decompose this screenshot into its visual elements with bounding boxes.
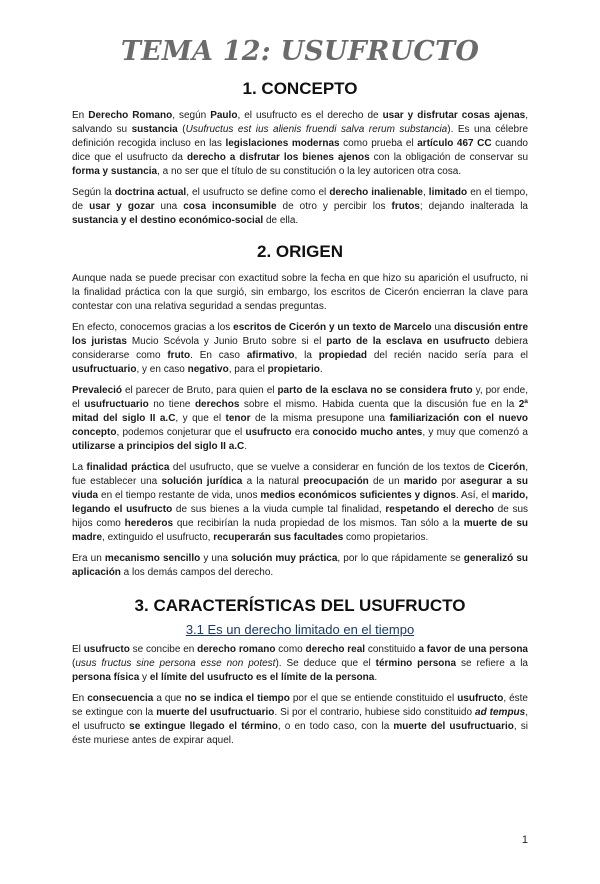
text-run-bold: usufructo bbox=[83, 644, 130, 655]
text-run-bold: sustancia bbox=[131, 124, 178, 135]
text-run-bold: fruto bbox=[167, 350, 191, 361]
text-run: La bbox=[72, 462, 87, 473]
text-run: se refiere a la bbox=[456, 658, 528, 669]
text-run-bold: marido, legando el usufructo bbox=[72, 490, 528, 515]
text-run-bold: asegurar a su viuda bbox=[72, 476, 528, 501]
text-run: , fue establecer una bbox=[72, 462, 529, 487]
text-run: de sus bienes a la viuda cumple tal finalidad, bbox=[172, 504, 386, 515]
text-run-bold: Cicerón bbox=[488, 462, 526, 473]
text-run: como propietarios. bbox=[343, 532, 429, 543]
text-run: por el que se entiende constituido el bbox=[289, 693, 458, 704]
text-run: y, por ende, el bbox=[72, 385, 528, 410]
text-run-italic: Usufructus est ius alienis fruendi salva rerum substancia bbox=[185, 124, 448, 135]
text-run: en el tiempo, de bbox=[72, 187, 528, 212]
text-run: y bbox=[139, 672, 150, 683]
text-run-bold: Paulo bbox=[210, 110, 238, 121]
text-run-bold: doctrina actual bbox=[114, 187, 187, 198]
text-run: , salvando su bbox=[72, 110, 528, 135]
text-run-italic: usus fructus sine persona esse non potest bbox=[75, 658, 276, 669]
text-run-bold: Prevaleció bbox=[72, 385, 123, 396]
text-run-bold: muerte del usufructuario bbox=[393, 721, 514, 732]
text-run-bold: tenor bbox=[225, 413, 251, 424]
text-run-bold: cosa inconsumible bbox=[183, 201, 277, 212]
text-run-bold: afirmativo bbox=[246, 350, 295, 361]
text-run-bold: propiedad bbox=[318, 350, 368, 361]
paragraph bbox=[72, 461, 528, 545]
text-run-bold: marido bbox=[403, 476, 438, 487]
text-run-bold: derecho real bbox=[305, 644, 366, 655]
text-run: En efecto, conocemos gracias a los bbox=[72, 322, 234, 333]
text-run: a que bbox=[153, 693, 185, 704]
text-run: , por lo que rápidamente se bbox=[337, 553, 464, 564]
text-run-bold: derecho a disfrutar los bienes ajenos bbox=[186, 152, 370, 163]
text-run: debiera considerarse como bbox=[72, 336, 528, 361]
text-run: a los demás campos del derecho. bbox=[120, 567, 274, 578]
page-number: 1 bbox=[521, 834, 528, 846]
document-title: TEMA 12: USUFRUCTO bbox=[120, 36, 480, 67]
text-run-bold: recuperarán sus facultades bbox=[213, 532, 344, 543]
paragraph bbox=[72, 109, 528, 179]
text-run: Según la bbox=[72, 187, 115, 198]
text-run-bold: negativo bbox=[187, 364, 229, 375]
text-run: , según bbox=[172, 110, 211, 121]
text-run: Mucio Scévola y Junio Bruto sobre si el bbox=[126, 336, 327, 347]
text-run: , o en todo caso, con la bbox=[277, 721, 394, 732]
text-run-bold: discusión entre los juristas bbox=[72, 322, 529, 347]
text-run-bold: usufructuario bbox=[84, 399, 149, 410]
text-run: y una bbox=[200, 553, 232, 564]
text-run: una bbox=[431, 322, 455, 333]
text-run-bold: conocido mucho antes bbox=[312, 427, 423, 438]
text-run: no tiene bbox=[148, 399, 195, 410]
text-run: como prueba el bbox=[339, 138, 418, 149]
text-run: a la natural bbox=[242, 476, 304, 487]
text-run: En bbox=[72, 693, 88, 704]
text-run: En bbox=[72, 110, 89, 121]
text-run: el parecer de Bruto, para quien el bbox=[122, 385, 278, 396]
text-run-bold: forma y sustancia bbox=[72, 166, 158, 177]
text-run-bold: frutos bbox=[391, 201, 420, 212]
text-run-bold: derecho inalienable bbox=[329, 187, 423, 198]
text-run-bold: herederos bbox=[124, 518, 174, 529]
text-run: , a no ser que el título de su constitución o la ley autoricen otra cosa. bbox=[157, 166, 462, 177]
text-run-bold: muerte de su madre bbox=[72, 518, 529, 543]
text-run-bold: escritos de Cicerón y un texto de Marcelo bbox=[233, 322, 432, 333]
text-run: de sus hijos como bbox=[72, 504, 529, 529]
text-run-bold: usar y gozar bbox=[89, 201, 155, 212]
text-run: Era un bbox=[72, 553, 105, 564]
text-run-bold: legislaciones modernas bbox=[225, 138, 340, 149]
paragraph bbox=[72, 272, 528, 314]
text-run: ). Es una célebre definición recogida incluso en las bbox=[72, 124, 529, 149]
text-run-bold: medios económicos suficientes y dignos bbox=[260, 490, 456, 501]
text-run: , y muy que comenzó a bbox=[422, 427, 528, 438]
text-run-bold: persona física bbox=[72, 672, 140, 683]
text-run: ). Se deduce que el bbox=[275, 658, 376, 669]
text-run: por bbox=[437, 476, 461, 487]
text-run-bold: finalidad práctica bbox=[86, 462, 170, 473]
text-run-bold: usufructuario bbox=[72, 364, 137, 375]
text-run: , si éste muriese antes de expirar aquel. bbox=[72, 721, 528, 746]
text-run: que recibirían la nuda propiedad de los mismos. Tan sólo a la bbox=[173, 518, 464, 529]
text-run: constituido bbox=[365, 644, 419, 655]
text-run: , la bbox=[294, 350, 319, 361]
text-run: en el tiempo restante de vida, unos bbox=[98, 490, 261, 501]
text-run-bold-italic: ad tempus bbox=[475, 707, 526, 718]
text-run: , el usufructo se define como el bbox=[186, 187, 330, 198]
text-run-bold: usar y disfrutar cosas ajenas bbox=[382, 110, 526, 121]
text-run-bold: se extingue llegado el término bbox=[129, 721, 278, 732]
text-run-bold: familiarización con el nuevo concepto bbox=[72, 413, 528, 438]
text-run: del usufructo, que se vuelve a considerar en función de los textos de bbox=[169, 462, 488, 473]
paragraph bbox=[72, 321, 528, 377]
text-run: ( bbox=[177, 124, 186, 135]
text-run-bold: parto de la esclava en usufructo bbox=[326, 336, 490, 347]
text-run: , el usufructo es el derecho de bbox=[237, 110, 383, 121]
text-run: , éste se extingue con la bbox=[72, 693, 528, 718]
section-heading-caracteristicas: 3. CARACTERÍSTICAS DEL USUFRUCTO bbox=[134, 596, 466, 615]
text-run-bold: preocupación bbox=[303, 476, 369, 487]
section-heading-concepto: 1. CONCEPTO bbox=[242, 79, 358, 98]
text-run: como bbox=[275, 644, 306, 655]
text-run-bold: solución jurídica bbox=[161, 476, 243, 487]
text-run-bold: usufructo bbox=[457, 693, 504, 704]
text-run: , podemos conjeturar que el bbox=[116, 427, 246, 438]
document-page bbox=[0, 36, 600, 884]
text-run: , extinguido el usufructo, bbox=[102, 532, 214, 543]
text-run: ( bbox=[72, 658, 76, 669]
text-run-bold: Derecho Romano bbox=[88, 110, 173, 121]
paragraph bbox=[72, 552, 528, 580]
text-run-bold: consecuencia bbox=[87, 693, 154, 704]
text-run-bold: sustancia y el destino económico-social bbox=[72, 215, 264, 226]
paragraph bbox=[72, 692, 528, 748]
text-run-bold: propietario bbox=[267, 364, 320, 375]
text-run: era bbox=[291, 427, 313, 438]
text-run-bold: no se indica el tiempo bbox=[184, 693, 290, 704]
text-run: , el usufructo bbox=[72, 707, 529, 732]
text-run-bold: muerte del usufructuario bbox=[156, 707, 275, 718]
text-run-bold: generalizó su aplicación bbox=[72, 553, 529, 578]
text-run: de un bbox=[368, 476, 404, 487]
text-run: Aunque nada se puede precisar con exactitud sobre la fecha en que hizo su aparición el usufructo, ni la finalidad práctica con la que surgió, sin embargo, los escritos de Cicerón encierran la clave para contestar con una relativa seguridad a sendas preguntas. bbox=[72, 273, 528, 312]
text-run: El bbox=[72, 644, 84, 655]
text-run: . Si por el contrario, hubiese sido constituido bbox=[274, 707, 476, 718]
text-run: sobre el mismo. Habida cuenta que la discusión fue en la bbox=[239, 399, 519, 410]
text-run-bold: solución muy práctica bbox=[231, 553, 338, 564]
text-run: , para el bbox=[228, 364, 268, 375]
text-run-bold: usufructo bbox=[245, 427, 292, 438]
text-run-bold: derecho romano bbox=[197, 644, 276, 655]
text-run: una bbox=[154, 201, 184, 212]
text-run-bold: derechos bbox=[194, 399, 240, 410]
text-run-bold: parto de la esclava no se considera fruto bbox=[277, 385, 473, 396]
text-run-bold: término persona bbox=[375, 658, 457, 669]
text-run: se concibe en bbox=[129, 644, 198, 655]
text-run: . En caso bbox=[190, 350, 247, 361]
text-run: ; dejando inalterada la bbox=[419, 201, 528, 212]
paragraph bbox=[72, 643, 528, 685]
text-run: con la obligación de conservar su bbox=[369, 152, 529, 163]
text-run: . bbox=[374, 672, 378, 683]
text-run: . bbox=[319, 364, 323, 375]
text-run-bold: a favor de una persona bbox=[418, 644, 528, 655]
text-run: del recién nacido sería para el bbox=[367, 350, 529, 361]
text-run: de ella. bbox=[263, 215, 299, 226]
text-run: de otro y percibir los bbox=[276, 201, 392, 212]
text-run-bold: limitado bbox=[428, 187, 468, 198]
text-run-bold: artículo 467 CC bbox=[417, 138, 492, 149]
text-run-bold: utilizarse a principios del siglo II a.C bbox=[72, 441, 245, 452]
text-run-bold: respetando el derecho bbox=[385, 504, 494, 515]
section-heading-origen: 2. ORIGEN bbox=[257, 242, 343, 261]
text-run: cuando dice que el usufructo da bbox=[72, 138, 528, 163]
text-run: , y que el bbox=[175, 413, 226, 424]
text-run: . bbox=[244, 441, 248, 452]
paragraph bbox=[72, 384, 528, 454]
text-run: , bbox=[422, 187, 429, 198]
text-run-bold: 2ª mitad del siglo II a.C bbox=[72, 399, 528, 424]
text-run: de la misma presupone una bbox=[250, 413, 390, 424]
text-run: . Así, el bbox=[455, 490, 492, 501]
text-run-bold: el límite del usufructo es el límite de la persona bbox=[149, 672, 375, 683]
subsection-heading: 3.1 Es un derecho limitado en el tiempo bbox=[185, 622, 415, 637]
paragraph bbox=[72, 186, 528, 228]
text-run-bold: mecanismo sencillo bbox=[104, 553, 201, 564]
text-run: , y en caso bbox=[136, 364, 188, 375]
